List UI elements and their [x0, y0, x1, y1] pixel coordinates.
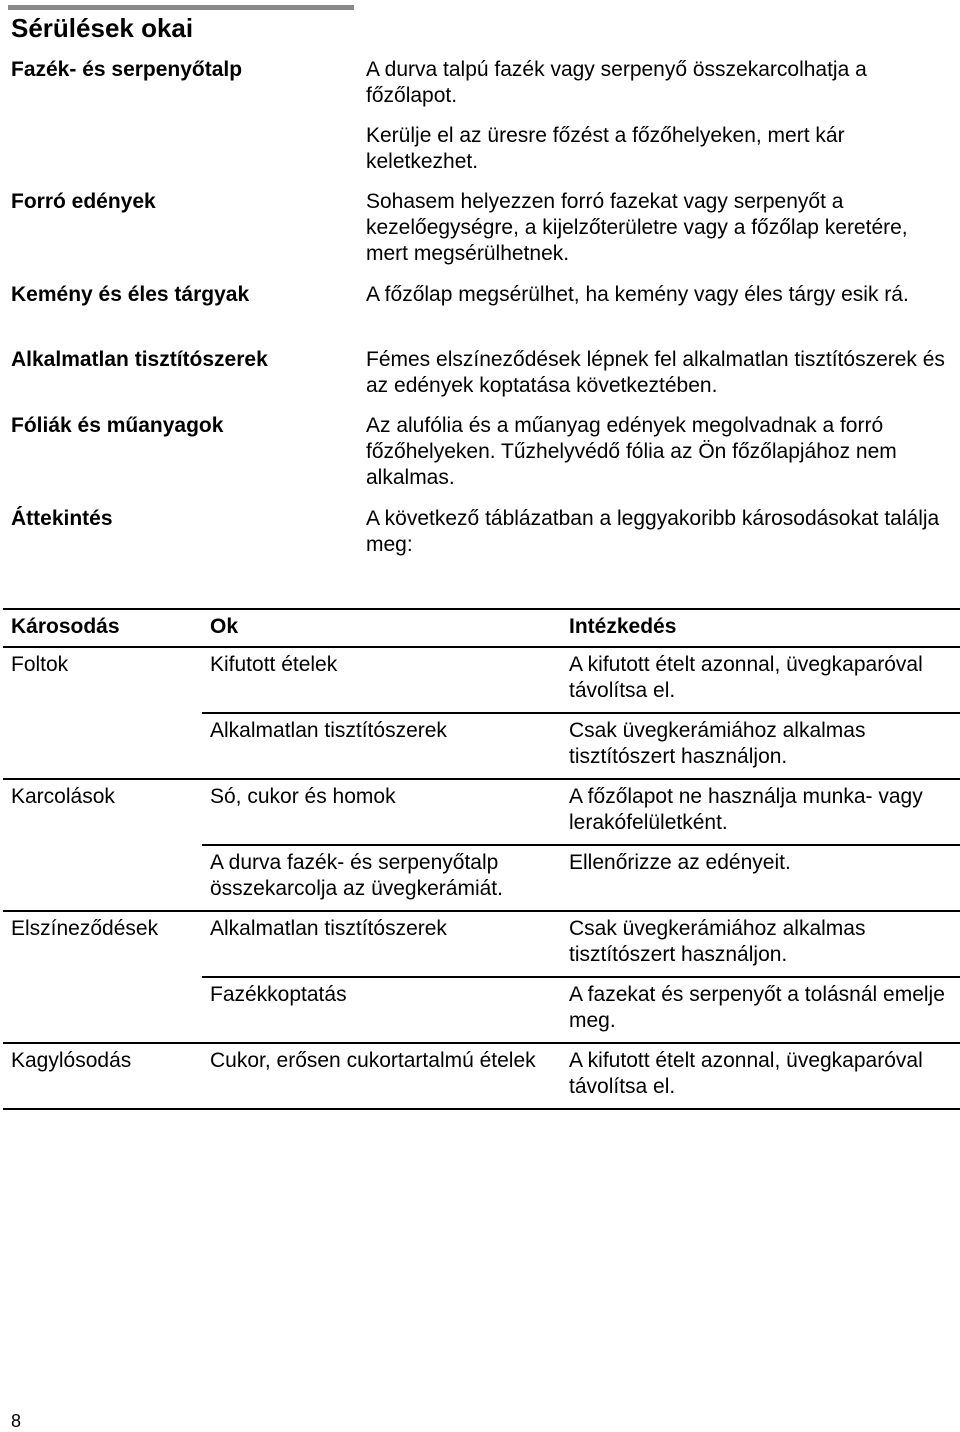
top-rule	[8, 5, 354, 10]
cause-paragraph: A főzőlap megsérülhet, ha kemény vagy éles tárgy esik rá.	[366, 283, 909, 306]
action-cell: Csak üvegkerámiához alkalmas tisztítószert használjon.	[561, 911, 960, 977]
cause-description	[366, 282, 951, 308]
cause-heading: Forró edények	[11, 190, 156, 213]
cause-description	[366, 57, 951, 175]
column-header-damage: Károsodás	[3, 609, 202, 647]
overview-text	[366, 506, 951, 558]
cause-cell: Kifutott ételek	[210, 653, 338, 676]
table-header-row	[3, 609, 960, 647]
cause-paragraph: Sohasem helyezzen forró fazekat vagy serpenyőt a kezelőegységre, a kijelzőterületre vagy a főzőlap keretére, mert megsérülhetnek.	[366, 190, 908, 265]
damage-cell	[3, 713, 202, 779]
cause-cell: A durva fazék- és serpenyőtalp összekarcolja az üvegkerámiát.	[202, 845, 561, 911]
cause-paragraph: A durva talpú fazék vagy serpenyő összekarcolhatja a főzőlapot.	[366, 58, 867, 107]
column-header-cause: Ok	[202, 609, 561, 647]
action-cell: Ellenőrizze az edényeit.	[561, 845, 960, 911]
action-cell: A kifutott ételt azonnal, üvegkaparóval távolítsa el.	[561, 1043, 960, 1109]
cause-cell: Alkalmatlan tisztítószerek	[202, 713, 561, 779]
damage-cell: Kagylósodás	[3, 1043, 202, 1109]
action-cell: A fazekat és serpenyőt a tolásnál emelje meg.	[561, 977, 960, 1043]
cause-cell: Fazékkoptatás	[202, 977, 561, 1043]
cause-description	[366, 413, 951, 491]
action-cell: Csak üvegkerámiához alkalmas tisztítószert használjon.	[561, 713, 960, 779]
cause-heading: Fazék- és serpenyőtalp	[11, 58, 243, 81]
table-row	[3, 977, 960, 1043]
table-row	[3, 713, 960, 779]
cause-cell: Cukor, erősen cukortartalmú ételek	[202, 1043, 561, 1109]
damage-cell	[3, 845, 202, 911]
cause-description	[366, 347, 951, 399]
overview-heading: Áttekintés	[11, 507, 113, 530]
cause-cell: Só, cukor és homok	[202, 779, 561, 845]
cause-heading: Alkalmatlan tisztítószerek	[11, 348, 268, 371]
table-row	[3, 911, 960, 977]
section-title: Sérülések okai	[11, 13, 194, 43]
cause-description	[366, 189, 951, 267]
cause-cell: Alkalmatlan tisztítószerek	[202, 911, 561, 977]
cause-paragraph: Fémes elszíneződések lépnek fel alkalmatlan tisztítószerek és az edények koptatása következtében.	[366, 348, 945, 397]
action-cell: A főzőlapot ne használja munka- vagy lerakófelületként.	[561, 779, 960, 845]
column-header-action: Intézkedés	[561, 609, 960, 647]
page-number: 8	[11, 1411, 22, 1431]
table-row	[3, 845, 960, 911]
damage-cell: Foltok	[11, 653, 69, 676]
table-row	[3, 647, 960, 713]
damage-cell: Karcolások	[3, 779, 202, 845]
damage-table	[3, 608, 960, 1110]
cause-heading: Kemény és éles tárgyak	[11, 283, 250, 306]
table-row	[3, 779, 960, 845]
overview-paragraph: A következő táblázatban a leggyakoribb károsodásokat találja meg:	[366, 507, 940, 556]
action-cell: A kifutott ételt azonnal, üvegkaparóval távolítsa el.	[569, 653, 923, 702]
damage-cell	[3, 977, 202, 1043]
cause-paragraph: Az alufólia és a műanyag edények megolvadnak a forró főzőhelyeken. Tűzhelyvédő fólia az Ön főzőlapjához nem alkalmas.	[366, 414, 897, 489]
damage-table-wrapper	[3, 608, 960, 1110]
table-row	[3, 1043, 960, 1109]
damage-cell: Elszíneződések	[3, 911, 202, 977]
cause-heading: Fóliák és műanyagok	[11, 414, 224, 437]
cause-paragraph: Kerülje el az üresre főzést a főzőhelyeken, mert kár keletkezhet.	[366, 124, 845, 173]
